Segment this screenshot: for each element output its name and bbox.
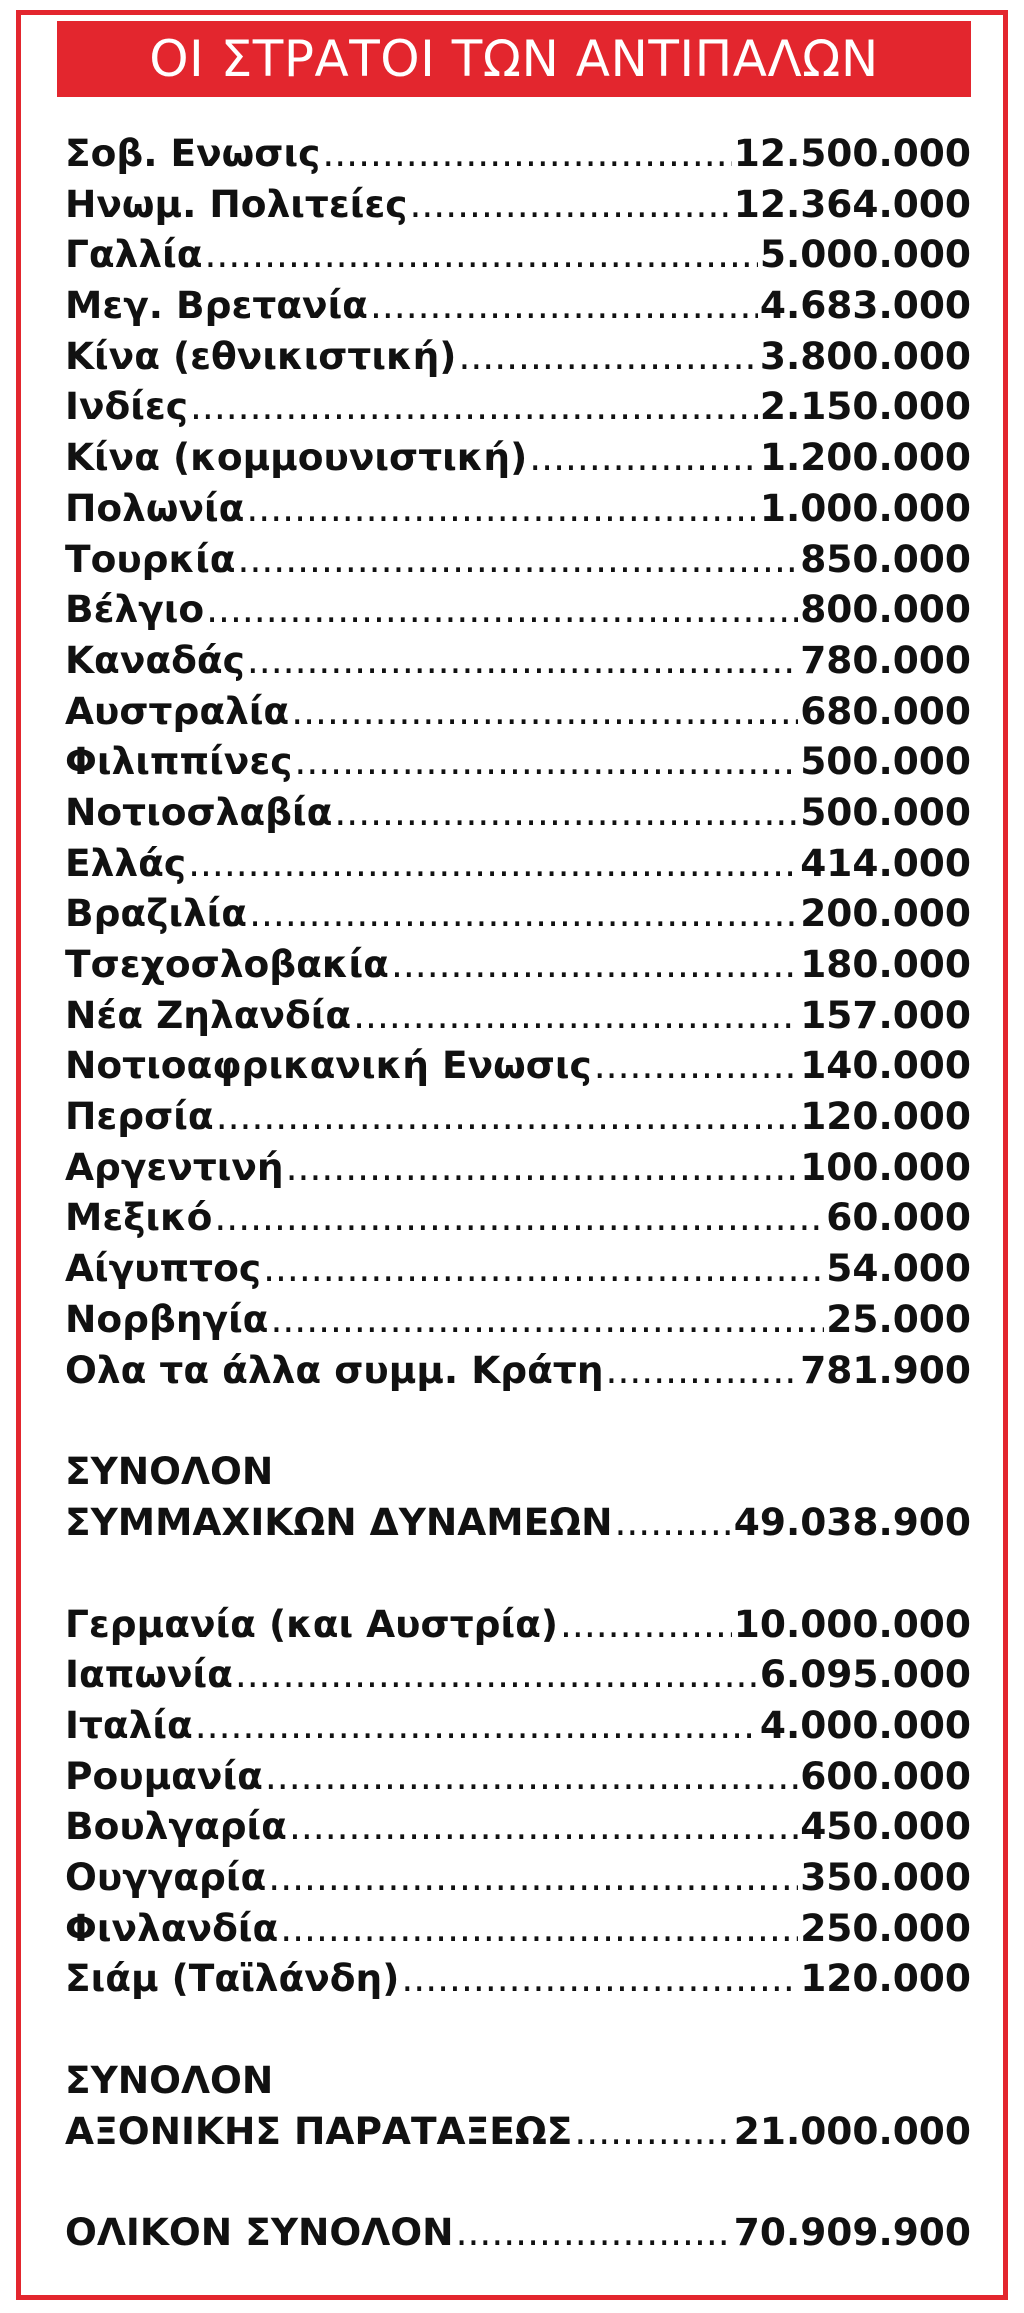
army-size: 120.000 xyxy=(800,1956,971,2001)
country-name: Φινλανδία xyxy=(65,1905,279,1950)
army-size: 60.000 xyxy=(826,1195,971,1240)
list-item xyxy=(65,1345,971,1396)
country-name: Ρουμανία xyxy=(65,1753,263,1798)
dot-leader xyxy=(401,1953,798,2004)
army-size: 781.900 xyxy=(800,1347,971,1392)
dot-leader xyxy=(334,787,798,838)
army-size: 250.000 xyxy=(800,1905,971,1950)
list-item xyxy=(65,128,971,179)
country-name: Αργεντινή xyxy=(65,1144,284,1189)
list-item xyxy=(65,1751,971,1802)
country-name: Βέλγιο xyxy=(65,587,205,632)
army-size: 500.000 xyxy=(800,789,971,834)
army-size: 600.000 xyxy=(800,1753,971,1798)
army-size: 12.500.000 xyxy=(733,131,971,175)
dot-leader xyxy=(205,229,758,280)
country-name: Αυστραλία xyxy=(65,688,290,733)
allies-list xyxy=(65,128,971,1395)
country-name: Νορβηγία xyxy=(65,1296,269,1341)
dot-leader xyxy=(458,331,757,382)
country-name: Ιαπωνία xyxy=(65,1652,233,1697)
army-size: 5.000.000 xyxy=(759,232,971,277)
dot-leader xyxy=(286,1142,799,1193)
dot-leader xyxy=(246,483,757,534)
axis-total xyxy=(65,2055,971,2156)
army-size: 100.000 xyxy=(800,1144,971,1189)
spacer xyxy=(65,1548,971,1599)
dot-leader xyxy=(216,1091,799,1142)
axis-list xyxy=(65,1599,971,2005)
list-item xyxy=(65,1192,971,1243)
dot-leader xyxy=(195,1700,758,1751)
total-name: ΑΞΟΝΙΚΗΣ ΠΑΡΑΤΑΞΕΩΣ xyxy=(65,2108,573,2153)
list-item xyxy=(65,381,971,432)
country-name: Ουγγαρία xyxy=(65,1855,267,1899)
army-size: 2.150.000 xyxy=(759,384,971,429)
spacer xyxy=(65,2156,971,2207)
list-item xyxy=(65,1801,971,1852)
total-name: ΣΥΜΜΑΧΙΚΩΝ ΔΥΝΑΜΕΩΝ xyxy=(65,1499,613,1544)
dot-leader xyxy=(280,1903,798,1954)
country-name: Σοβ. Ενωσις xyxy=(65,131,321,175)
list-item xyxy=(65,1953,971,2004)
list-item xyxy=(65,1903,971,1954)
country-name: Πολωνία xyxy=(65,485,245,530)
army-size: 157.000 xyxy=(800,992,971,1037)
country-name: Ινδίες xyxy=(65,384,188,429)
dot-leader xyxy=(265,1751,798,1802)
list-item xyxy=(65,1040,971,1091)
army-size: 800.000 xyxy=(800,587,971,632)
army-size: 680.000 xyxy=(800,688,971,733)
list-item xyxy=(65,1091,971,1142)
dot-leader xyxy=(238,534,799,585)
dot-leader xyxy=(529,432,758,483)
list-item xyxy=(65,331,971,382)
dot-leader xyxy=(391,939,798,990)
army-size: 1.000.000 xyxy=(759,485,971,530)
dot-leader xyxy=(291,686,798,737)
army-size: 4.000.000 xyxy=(759,1702,971,1747)
list-item xyxy=(65,990,971,1041)
country-name: Καναδάς xyxy=(65,637,245,682)
country-name: Μεγ. Βρετανία xyxy=(65,283,368,328)
spacer xyxy=(65,2004,971,2055)
army-size: 500.000 xyxy=(800,739,971,784)
total-row xyxy=(65,2106,971,2157)
dot-leader xyxy=(353,990,798,1041)
army-size: 140.000 xyxy=(800,1043,971,1088)
army-size: 4.683.000 xyxy=(759,283,971,328)
army-size: 780.000 xyxy=(800,637,971,682)
country-name: Κίνα (εθνικιστική) xyxy=(65,333,457,378)
list-item xyxy=(65,432,971,483)
army-size: 850.000 xyxy=(800,536,971,581)
spacer xyxy=(65,1395,971,1446)
country-name: Τουρκία xyxy=(65,536,236,581)
country-name: Ολα τα άλλα συμμ. Κράτη xyxy=(65,1347,604,1392)
dot-leader xyxy=(560,1599,732,1650)
army-size: 414.000 xyxy=(800,840,971,885)
dot-leader xyxy=(190,381,758,432)
list-item xyxy=(65,229,971,280)
dot-leader xyxy=(206,584,798,635)
country-name: Γαλλία xyxy=(65,232,203,277)
dot-leader xyxy=(188,838,798,889)
dot-leader xyxy=(249,888,798,939)
army-size: 10.000.000 xyxy=(733,1601,971,1646)
army-size: 1.200.000 xyxy=(759,435,971,480)
dot-leader xyxy=(456,2207,732,2258)
country-name: Νοτιοσλαβία xyxy=(65,789,333,834)
country-name: Ηνωμ. Πολιτείες xyxy=(65,181,408,226)
list-item xyxy=(65,280,971,331)
dot-leader xyxy=(574,2106,731,2157)
army-size: 200.000 xyxy=(800,891,971,936)
grand-total-row xyxy=(65,2207,971,2258)
grand-total-label: ΟΛΙΚΟΝ ΣΥΝΟΛΟΝ xyxy=(65,2210,454,2255)
country-name: Γερμανία (και Αυστρία) xyxy=(65,1601,558,1646)
list-item xyxy=(65,1294,971,1345)
country-name: Βουλγαρία xyxy=(65,1804,287,1849)
total-label: ΣΥΝΟΛΟΝ xyxy=(65,2058,274,2103)
dot-leader xyxy=(614,1497,731,1548)
dot-leader xyxy=(247,635,798,686)
army-size: 180.000 xyxy=(800,942,971,986)
list-item xyxy=(65,1852,971,1903)
dot-leader xyxy=(294,736,798,787)
dot-leader xyxy=(270,1294,824,1345)
armies-table xyxy=(65,128,971,2258)
list-item xyxy=(65,686,971,737)
army-size: 3.800.000 xyxy=(759,333,971,378)
country-name: Νοτιοαφρικανική Ενωσις xyxy=(65,1043,592,1088)
country-name: Νέα Ζηλανδία xyxy=(65,992,352,1037)
list-item xyxy=(65,584,971,635)
total-label: ΣΥΝΟΛΟΝ xyxy=(65,1449,274,1494)
grand-total-value: 70.909.900 xyxy=(733,2210,971,2255)
country-name: Κίνα (κομμουνιστική) xyxy=(65,435,528,480)
total-value: 49.038.900 xyxy=(733,1499,971,1544)
army-size: 450.000 xyxy=(800,1804,971,1849)
list-item xyxy=(65,1599,971,1650)
total-value: 21.000.000 xyxy=(733,2108,971,2153)
country-name: Τσεχοσλοβακία xyxy=(65,942,389,986)
list-item xyxy=(65,1649,971,1700)
list-item xyxy=(65,787,971,838)
list-item xyxy=(65,534,971,585)
army-size: 6.095.000 xyxy=(759,1652,971,1697)
allies-total xyxy=(65,1446,971,1547)
country-name: Μεξικό xyxy=(65,1195,213,1240)
list-item xyxy=(65,888,971,939)
list-item xyxy=(65,1243,971,1294)
dot-leader xyxy=(263,1243,824,1294)
list-item xyxy=(65,1700,971,1751)
country-name: Βραζιλία xyxy=(65,891,248,936)
army-size: 12.364.000 xyxy=(733,181,971,226)
country-name: Αίγυπτος xyxy=(65,1246,262,1291)
total-row xyxy=(65,1497,971,1548)
list-item xyxy=(65,1142,971,1193)
dot-leader xyxy=(409,179,731,230)
country-name: Ελλάς xyxy=(65,840,187,885)
army-size: 54.000 xyxy=(826,1246,971,1291)
list-item xyxy=(65,483,971,534)
dot-leader xyxy=(268,1852,798,1903)
country-name: Σιάμ (Ταϊλάνδη) xyxy=(65,1956,400,2001)
dot-leader xyxy=(214,1192,824,1243)
list-item xyxy=(65,939,971,990)
dot-leader xyxy=(594,1040,798,1091)
dot-leader xyxy=(289,1801,798,1852)
table-frame xyxy=(16,10,1008,2300)
list-item xyxy=(65,179,971,230)
list-item xyxy=(65,736,971,787)
dot-leader xyxy=(235,1649,758,1700)
army-size: 350.000 xyxy=(800,1855,971,1899)
list-item xyxy=(65,635,971,686)
dot-leader xyxy=(370,280,758,331)
page-title: ΟΙ ΣΤΡΑΤΟΙ ΤΩΝ ΑΝΤΙΠΑΛΩΝ xyxy=(57,21,971,97)
dot-leader xyxy=(606,1345,799,1396)
list-item xyxy=(65,838,971,889)
dot-leader xyxy=(322,128,731,179)
country-name: Φιλιππίνες xyxy=(65,739,293,784)
army-size: 120.000 xyxy=(800,1094,971,1139)
country-name: Περσία xyxy=(65,1094,214,1139)
country-name: Ιταλία xyxy=(65,1702,193,1747)
army-size: 25.000 xyxy=(826,1296,971,1341)
